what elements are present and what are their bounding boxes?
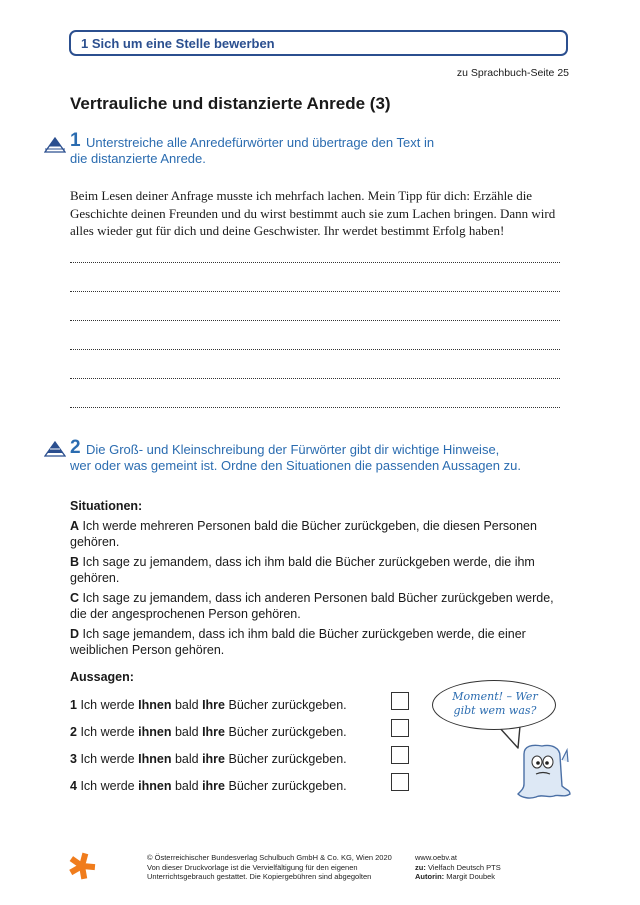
task-1-source-text: Beim Lesen deiner Anfrage musste ich mehrfach lachen. Mein Tipp für dich: Erzähle die Geschichte deinen Freunden und du wirst bestimmt auch sie zum Lachen bringen. Dann wird alles wieder gut für dich und deine Geschwister. Ihr werdet bestimmt Erfolg haben! (70, 188, 556, 238)
answer-line[interactable] (70, 349, 560, 350)
bubble-text-line-2: gibt wem was? (453, 704, 537, 717)
task-1-instruction-line-2: die distanzierte Anrede. (70, 151, 206, 166)
statement-item: 3 Ich werde Ihnen bald ihre Bücher zurückgeben. (70, 752, 347, 766)
statements-heading: Aussagen: (70, 670, 134, 684)
situation-item: D Ich sage jemandem, dass ich ihm bald die Bücher zurückgeben werde, die einer weiblichen Person gehören. (70, 627, 526, 657)
speech-bubble (432, 680, 556, 730)
footer-website[interactable]: www.oebv.at (415, 853, 457, 862)
answer-checkbox[interactable] (391, 773, 409, 791)
statement-item: 2 Ich werde ihnen bald Ihre Bücher zurückgeben. (70, 725, 347, 739)
answer-line[interactable] (70, 262, 560, 263)
answer-checkbox[interactable] (391, 692, 409, 710)
footer-info: www.oebv.at zu: Vielfach Deutsch PTS Autorin: Margit Doubek (415, 853, 501, 881)
task-1-instruction-line-1: Unterstreiche alle Anredefürwörter und übertrage den Text in (86, 135, 435, 150)
answer-checkbox[interactable] (391, 719, 409, 737)
situation-item: B Ich sage zu jemandem, dass ich ihm bald die Bücher zurückgeben werde, die ihm gehören. (70, 555, 535, 585)
situations-heading: Situationen: (70, 499, 143, 513)
footer-copyright: © Österreichischer Bundesverlag Schulbuch GmbH & Co. KG, Wien 2020 Von dieser Druckvorlage ist die Vervielfältigung für den eigenen Unterrichtsgebrauch gestattet. Die Kopiergebühren sind abgegolten (147, 853, 392, 881)
page-title: Vertrauliche und distanzierte Anrede (3) (70, 94, 391, 113)
situation-item: C Ich sage zu jemandem, dass ich anderen Personen bald Bücher zurückgeben werde, die der angesprochenen Person gehören. (70, 591, 554, 621)
publisher-star-logo-icon (68, 852, 96, 880)
triangle-difficulty-icon (44, 137, 66, 153)
statement-item: 1 Ich werde Ihnen bald Ihre Bücher zurückgeben. (70, 698, 347, 712)
task-2-instruction-line-1: Die Groß- und Kleinschreibung der Fürwörter gibt dir wichtige Hinweise, (86, 442, 500, 457)
triangle-difficulty-icon (44, 441, 66, 457)
task-2-number: 2 (70, 437, 81, 458)
answer-checkbox[interactable] (391, 746, 409, 764)
page-reference: zu Sprachbuch-Seite 25 (456, 67, 569, 79)
statement-item: 4 Ich werde ihnen bald ihre Bücher zurückgeben. (70, 779, 347, 793)
answer-line[interactable] (70, 291, 560, 292)
task-1-number: 1 (70, 130, 81, 151)
answer-line[interactable] (70, 320, 560, 321)
chapter-header-box (69, 30, 568, 56)
task-2-instruction-line-2: wer oder was gemeint ist. Ordne den Situationen die passenden Aussagen zu. (70, 458, 521, 473)
answer-line[interactable] (70, 407, 560, 408)
bubble-text-line-1: Moment! – Wer (452, 690, 538, 703)
chapter-title: 1 Sich um eine Stelle bewerben (81, 36, 275, 51)
ghost-character-icon (510, 740, 572, 802)
answer-line[interactable] (70, 378, 560, 379)
situation-item: A Ich werde mehreren Personen bald die Bücher zurückgeben, die diesen Personen gehören. (70, 519, 537, 549)
